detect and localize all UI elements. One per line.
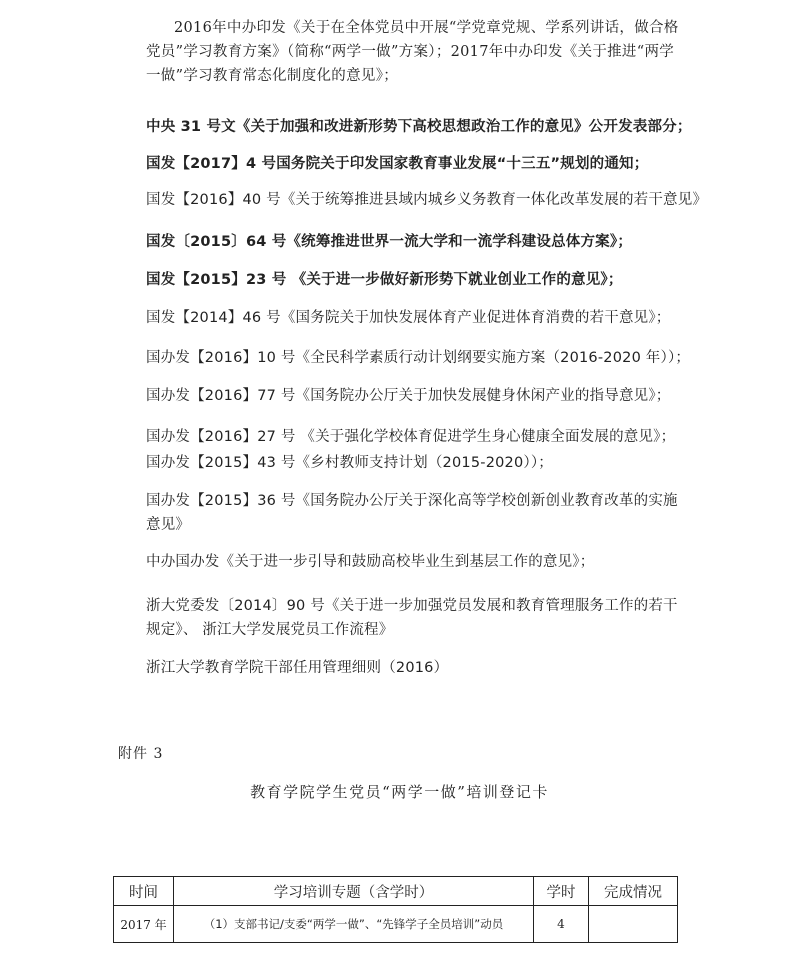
reference-item: 国办发【2016】27 号 《关于强化学校体育促进学生身心健康全面发展的意见》； — [146, 429, 676, 445]
header-time: 时间 — [114, 877, 174, 906]
cell-topic: （1）支部书记/支委“两学一做”、“先锋学子全员培训”动员 — [174, 906, 534, 943]
header-status: 完成情况 — [589, 877, 678, 906]
table-row — [114, 906, 678, 943]
header-hours: 学时 — [534, 877, 589, 906]
reference-item: 浙江大学教育学院干部任用管理细则（2016） — [146, 660, 449, 676]
reference-item: 国发〔2015〕64 号《统筹推进世界一流大学和一流学科建设总体方案》； — [146, 234, 633, 250]
reference-item: 国发【2014】46 号《国务院关于加快发展体育产业促进体育消费的若干意见》； — [146, 310, 671, 326]
reference-item: 国办发【2016】77 号《国务院办公厅关于加快发展健身休闲产业的指导意见》； — [146, 388, 671, 404]
training-record-table — [113, 876, 678, 943]
reference-item: 国发【2017】4 号国务院关于印发国家教育事业发展“十三五”规划的通知； — [146, 156, 649, 172]
reference-item: 中央 31 号文《关于加强和改进新形势下高校思想政治工作的意见》公开发表部分； — [146, 119, 692, 135]
cell-status — [589, 906, 678, 943]
reference-item: 国办发【2015】43 号《乡村教师支持计划（2015-2020））； — [146, 455, 553, 471]
cell-hours: 4 — [534, 906, 589, 943]
cell-time: 2017 年 — [114, 906, 174, 943]
intro-paragraph: 2016年中办印发《关于在全体党员中开展“学党章党规、学系列讲话，做合格党员”学习教育方案》（简称“两学一做”方案）；2017年中办印发《关于推进“两学一做”学习教育常态化制度化的意见》； — [146, 20, 679, 84]
reference-item: 国发【2015】23 号 《关于进一步做好新形势下就业创业工作的意见》； — [146, 272, 623, 288]
table-header-row — [114, 877, 678, 906]
appendix-label: 附件 3 — [118, 746, 164, 762]
reference-item: 国办发【2015】36 号《国务院办公厅关于深化高等学校创新创业教育改革的实施意见》 — [146, 493, 678, 533]
reference-item: 国办发【2016】10 号《全民科学素质行动计划纲要实施方案（2016-2020 年））； — [146, 350, 691, 366]
reference-item: 中办国办发《关于进一步引导和鼓励高校毕业生到基层工作的意见》； — [146, 554, 595, 570]
header-topic: 学习培训专题（含学时） — [174, 877, 534, 906]
form-title: 教育学院学生党员“两学一做”培训登记卡 — [250, 783, 549, 801]
reference-item: 国发【2016】40 号《关于统筹推进县域内城乡义务教育一体化改革发展的若干意见》 — [146, 192, 708, 208]
reference-item: 浙大党委发〔2014〕90 号《关于进一步加强党员发展和教育管理服务工作的若干规定》、 浙江大学发展党员工作流程》 — [146, 598, 678, 638]
